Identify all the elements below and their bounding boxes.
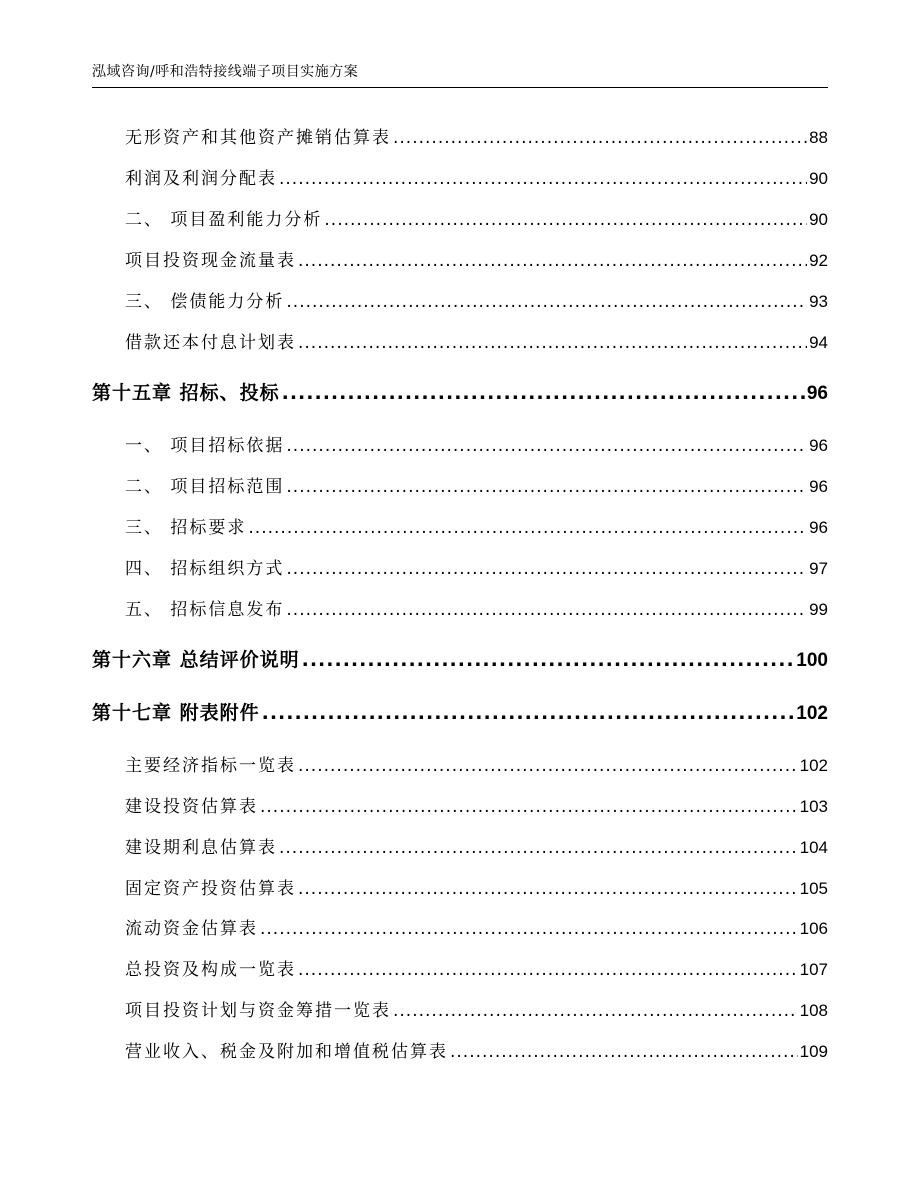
toc-entry[interactable] (125, 792, 828, 816)
toc-entry[interactable] (125, 833, 828, 857)
toc-chapter-page: 100 (796, 650, 828, 671)
toc-entry-page: 88 (809, 128, 828, 147)
toc-leader-dots (286, 436, 807, 456)
toc-leader-dots (393, 1001, 798, 1021)
toc-entry[interactable] (125, 1037, 828, 1061)
toc-entry-title: 建设投资估算表 (125, 797, 258, 817)
toc-leader-dots (282, 382, 805, 404)
page-header: 泓域咨询/呼和浩特接线端子项目实施方案 (92, 64, 359, 80)
toc-entry-page: 104 (799, 838, 828, 857)
toc-entry-page: 93 (809, 292, 828, 311)
toc-entry[interactable] (125, 554, 828, 578)
toc-entry[interactable] (125, 205, 828, 229)
toc-entry[interactable] (125, 287, 828, 311)
toc-entry[interactable] (125, 751, 828, 775)
toc-entry-page: 96 (809, 436, 828, 455)
toc-entry[interactable] (125, 955, 828, 979)
toc-entry-title: 总投资及构成一览表 (125, 960, 296, 980)
toc-leader-dots (260, 919, 798, 939)
toc-leader-dots (279, 169, 807, 189)
toc-entry-title: 四、 招标组织方式 (125, 559, 285, 579)
toc-entry-page: 94 (809, 333, 828, 352)
toc-entry-title: 利润及利润分配表 (125, 169, 277, 189)
toc-entry[interactable] (125, 246, 828, 270)
toc-entry[interactable] (125, 164, 828, 188)
toc-entry-title: 项目投资计划与资金筹措一览表 (125, 1001, 391, 1021)
toc-leader-dots (279, 838, 798, 858)
toc-chapter-title: 第十五章 招标、投标 (92, 382, 280, 404)
toc-leader-dots (248, 518, 807, 538)
toc-entry-title: 三、 偿债能力分析 (125, 292, 285, 312)
toc-chapter-page: 96 (806, 383, 828, 404)
toc-leader-dots (324, 210, 807, 230)
toc-entry-title: 固定资产投资估算表 (125, 879, 296, 899)
toc-entry[interactable] (125, 595, 828, 619)
toc-entry-title: 二、 项目盈利能力分析 (125, 210, 323, 230)
toc-entry-page: 103 (799, 797, 828, 816)
toc-leader-dots (298, 756, 798, 776)
toc-entry-title: 五、 招标信息发布 (125, 600, 285, 620)
toc-leader-dots (286, 292, 807, 312)
toc-chapter-title: 第十七章 附表附件 (92, 702, 260, 724)
toc-entry[interactable] (125, 996, 828, 1020)
toc-leader-dots (450, 1042, 798, 1062)
toc-leader-dots (262, 702, 795, 724)
toc-leader-dots (298, 333, 807, 353)
toc-leader-dots (393, 128, 807, 148)
toc-entry[interactable] (125, 874, 828, 898)
toc-entry[interactable] (125, 431, 828, 455)
header-divider (92, 87, 828, 88)
toc-leader-dots (286, 559, 807, 579)
toc-entry-page: 90 (809, 210, 828, 229)
toc-chapter[interactable] (92, 378, 828, 404)
toc-entry[interactable] (125, 914, 828, 938)
toc-chapter[interactable] (92, 698, 828, 724)
toc-entry-page: 96 (809, 477, 828, 496)
toc-entry[interactable] (125, 123, 828, 147)
toc-leader-dots (302, 649, 795, 671)
toc-chapter-page: 102 (796, 703, 828, 724)
toc-entry-page: 92 (809, 251, 828, 270)
toc-entry-page: 102 (799, 756, 828, 775)
toc-entry-page: 96 (809, 518, 828, 537)
toc-chapter[interactable] (92, 645, 828, 671)
toc-entry-page: 99 (809, 600, 828, 619)
toc-leader-dots (286, 600, 807, 620)
toc-entry[interactable] (125, 472, 828, 496)
toc-leader-dots (260, 797, 798, 817)
toc-chapter-title: 第十六章 总结评价说明 (92, 649, 300, 671)
toc-entry-title: 主要经济指标一览表 (125, 756, 296, 776)
toc-entry-page: 90 (809, 169, 828, 188)
toc-entry[interactable] (125, 513, 828, 537)
toc-entry-title: 借款还本付息计划表 (125, 333, 296, 353)
toc-entry[interactable] (125, 328, 828, 352)
toc-entry-page: 106 (799, 919, 828, 938)
toc-entry-page: 108 (799, 1001, 828, 1020)
toc-entry-title: 二、 项目招标范围 (125, 477, 285, 497)
toc-leader-dots (286, 477, 807, 497)
toc-entry-page: 107 (799, 960, 828, 979)
toc-entry-title: 无形资产和其他资产摊销估算表 (125, 128, 391, 148)
toc-entry-title: 三、 招标要求 (125, 518, 247, 538)
toc-leader-dots (298, 960, 798, 980)
toc-entry-title: 流动资金估算表 (125, 919, 258, 939)
toc-entry-page: 97 (809, 559, 828, 578)
toc-entry-title: 营业收入、税金及附加和增值税估算表 (125, 1042, 448, 1062)
toc-leader-dots (298, 251, 807, 271)
toc-entry-title: 建设期利息估算表 (125, 838, 277, 858)
toc-entry-title: 一、 项目招标依据 (125, 436, 285, 456)
toc-leader-dots (298, 879, 798, 899)
toc-entry-page: 109 (799, 1042, 828, 1061)
toc-entry-page: 105 (799, 879, 828, 898)
toc-entry-title: 项目投资现金流量表 (125, 251, 296, 271)
